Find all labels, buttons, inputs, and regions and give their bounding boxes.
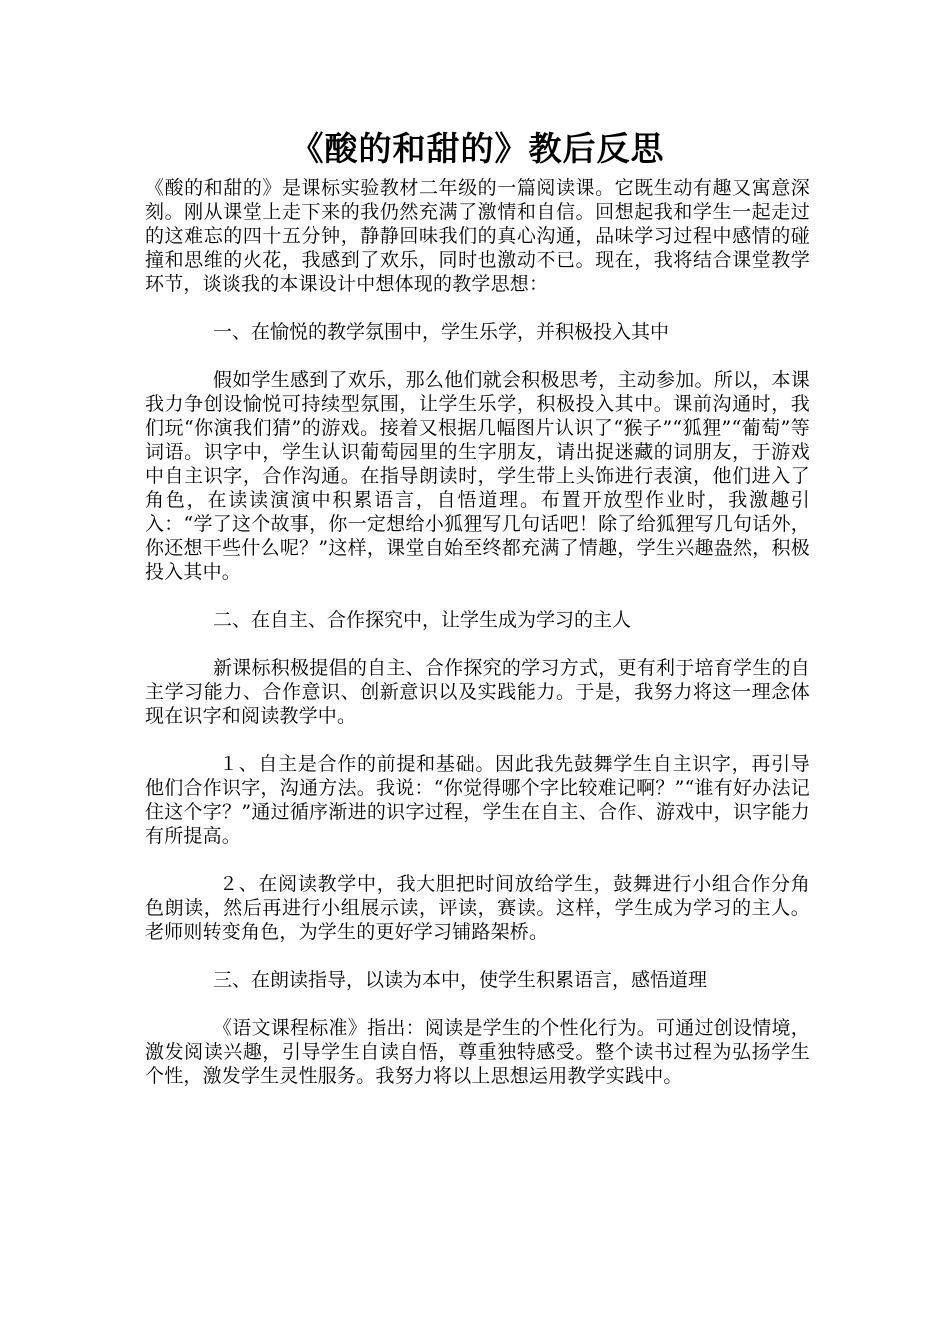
section-heading-3: 三、在朗读指导，以读为本中，使学生积累语言，感悟道理 [213, 969, 708, 991]
section-body-3: 《语文课程标准》指出：阅读是学生的个性化行为。可通过创设情境，激发阅读兴趣，引导学生自读自悟，尊重独特感受。整个读书过程为弘扬学生个性，激发学生灵性服务。我努力将以上思想运用教学实践中。 [145, 1017, 810, 1087]
intro-paragraph: 《酸的和甜的》是课标实验教材二年级的一篇阅读课。它既生动有趣又寓意深刻。刚从课堂上走下来的我仍然充满了激情和自信。回想起我和学生一起走过的这难忘的四十五分钟，静静回味我们的真心沟通，品味学习过程中感情的碰撞和思维的火花，我感到了欢乐，同时也激动不已。现在，我将结合课堂教学环节，谈谈我的本课设计中想体现的教学思想： [145, 177, 810, 295]
spacer [145, 632, 810, 656]
section-body-2: 新课标积极提倡的自主、合作探究的学习方式，更有利于培育学生的自主学习能力、合作意识、创新意识以及实践能力。于是，我努力将这一理念体现在识字和阅读教学中。 [145, 657, 810, 727]
section-heading-2: 二、在自主、合作探究中，让学生成为学习的主人 [213, 609, 632, 631]
spacer [145, 728, 810, 752]
section-heading-1: 一、在愉悦的教学氛围中，学生乐学，并积极投入其中 [213, 321, 670, 343]
document-page [145, 128, 810, 1088]
section-body-1: 假如学生感到了欢乐，那么他们就会积极思考，主动参加。所以，本课我力争创设愉悦可持续型氛围，让学生乐学，积极投入其中。课前沟通时，我们玩“你演我们猜”的游戏。接着又根据几幅图片认识了“猴子”“狐狸”“葡萄”等词语。识字中，学生认识葡萄园里的生字朋友，请出捉迷藏的词朋友，于游戏中自主识字，合作沟通。在指导朗读时，学生带上头饰进行表演，他们进入了角色，在读读演演中积累语言，自悟道理。布置开放型作业时，我激趣引入：“学了这个故事，你一定想给小狐狸写几句话吧！除了给狐狸写几句话外，你还想干些什么呢？”这样，课堂自始至终都充满了情趣，学生兴趣盎然，积极投入其中。 [145, 369, 810, 583]
numbered-point-1: １、自主是合作的前提和基础。因此我先鼓舞学生自主识字，再引导他们合作识字，沟通方法。我说：“你觉得哪个字比较难记啊？”“谁有好办法记住这个字？”通过循序渐进的识字过程，学生在自主、合作、游戏中，识字能力有所提高。 [145, 753, 810, 847]
spacer [145, 992, 810, 1016]
spacer [145, 296, 810, 320]
spacer [145, 848, 810, 872]
spacer [145, 344, 810, 368]
spacer [145, 944, 810, 968]
spacer [145, 584, 810, 608]
document-title: 《酸的和甜的》教后反思 [290, 129, 665, 168]
numbered-point-2: ２、在阅读教学中，我大胆把时间放给学生，鼓舞进行小组合作分角色朗读，然后再进行小组展示读，评读，赛读。这样，学生成为学习的主人。老师则转变角色，为学生的更好学习铺路架桥。 [145, 873, 810, 943]
